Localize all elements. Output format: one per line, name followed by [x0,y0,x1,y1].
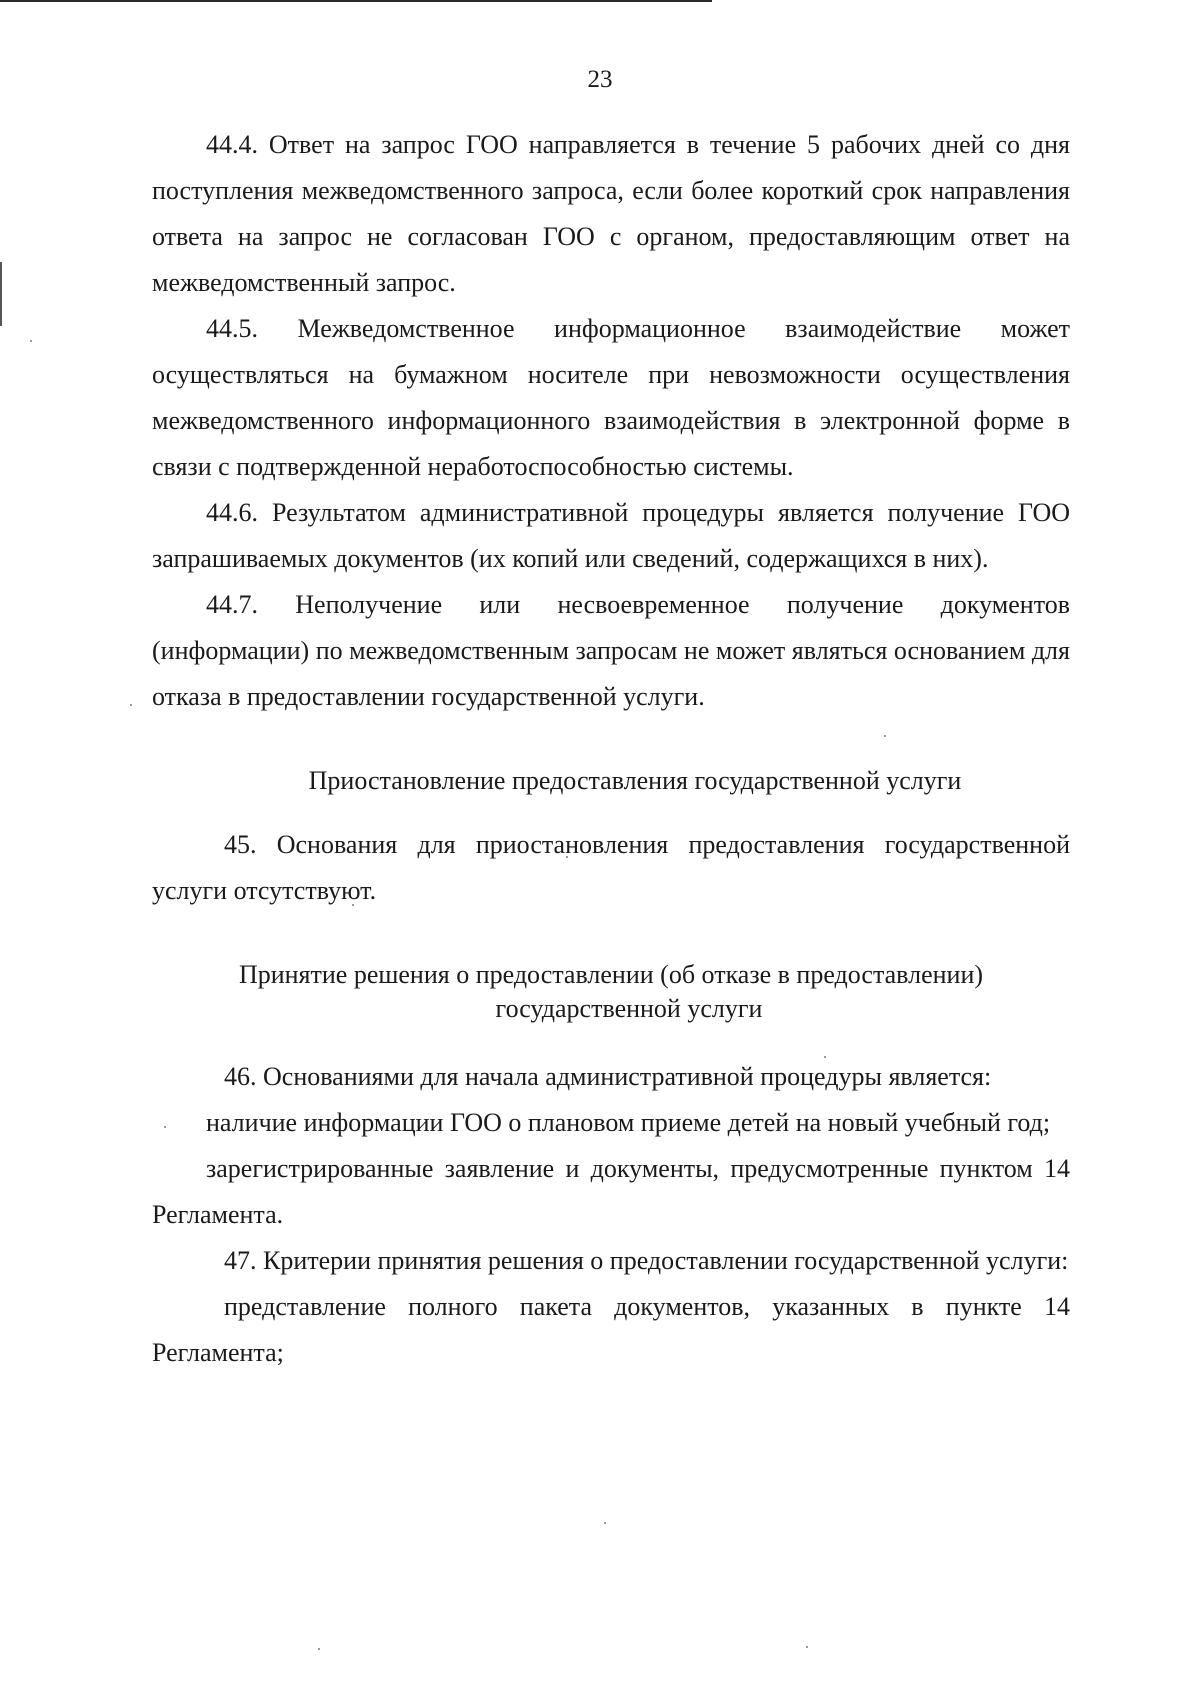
paragraph-44-6: 44.6. Результатом административной процедуры является получение ГОО запрашиваемых документов (их копий или сведений, содержащихся в них). [152,498,1070,573]
page-number: 23 [587,66,613,93]
scan-speck [604,1522,606,1524]
paragraph-47: 47. Критерии принятия решения о предоставлении государственной услуги: [224,1246,1069,1275]
scan-speck [318,1648,320,1650]
paragraph-44-7: 44.7. Неполучение или несвоевременное получение документов (информации) по межведомственным запросам не может являться основанием для отказа в предоставлении государственной услуги. [152,590,1070,711]
scan-margin-mark [0,262,2,326]
paragraph-45: 45. Основания для приостановления предоставления государственной услуги отсутствуют. [152,830,1070,905]
section-heading-decision-line1: Принятие решения о предоставлении (об отказе в предоставлении) [238,960,984,989]
section-heading-decision-line2: государственной услуги [495,994,763,1023]
scan-speck [30,340,32,342]
paragraph-46-item-1: наличие информации ГОО о плановом приеме детей на новый учебный год; [206,1108,1051,1137]
scan-speck [130,704,132,706]
paragraph-47-item-1: представление полного пакета документов, указанных в пункте 14 Регламента; [152,1292,1070,1367]
paragraph-46-item-2: зарегистрированные заявление и документы, предусмотренные пунктом 14 Регламента. [152,1154,1070,1229]
paragraph-44-4: 44.4. Ответ на запрос ГОО направляется в течение 5 рабочих дней со дня поступления межведомственного запроса, если более короткий срок направления ответа на запрос не согласован ГОО с органом, предоставляющим ответ на межведомственный запрос. [152,130,1070,297]
paragraph-46: 46. Основаниями для начала административной процедуры является: [224,1062,992,1091]
paragraph-44-5: 44.5. Межведомственное информационное взаимодействие может осуществляться на бумажном носителе при невозможности осуществления межведомственного информационного взаимодействия в электронной форме в связи с подтвержденной неработоспособностью системы. [152,314,1070,481]
section-heading-decision [152,958,1070,1026]
section-heading-suspension: Приостановление предоставления государственной услуги [308,766,962,795]
scan-speck [806,1646,808,1648]
document-body [152,122,1070,1376]
scan-edge-line [0,0,712,2]
